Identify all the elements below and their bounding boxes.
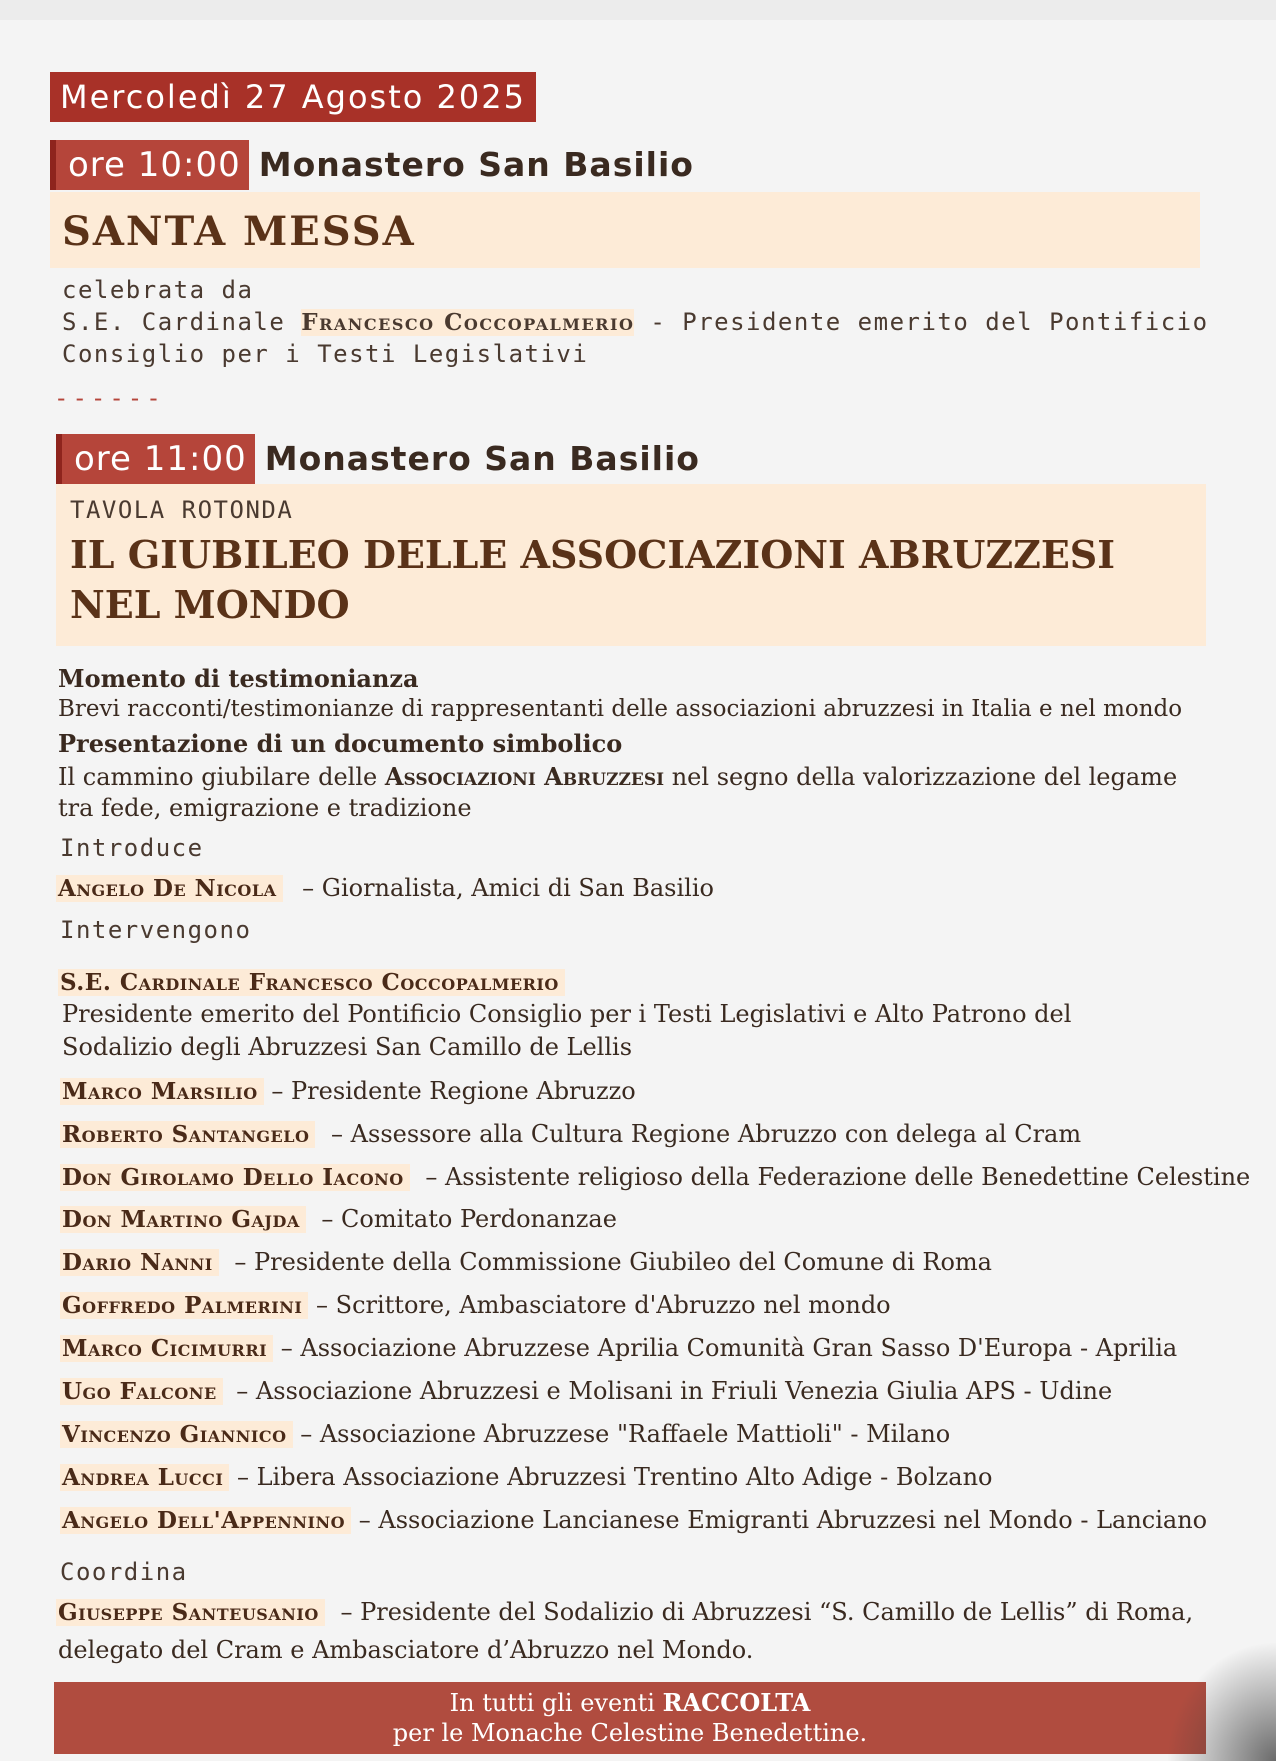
document-text-line1: Il cammino giubilare delle Associazioni Abruzzesi nel segno della valorizzazione del legame [58, 762, 1178, 791]
top-bar [0, 0, 1276, 20]
speaker-name: Don Martino Gajda [60, 1206, 306, 1233]
speaker-row [60, 1463, 992, 1491]
speaker-row [60, 1377, 1112, 1405]
intro-name: Angelo De Nicola [56, 875, 283, 902]
speaker-role: – Associazione Lancianese Emigranti Abruzzesi nel Mondo - Lanciano [351, 1506, 1208, 1534]
speaker-row [60, 1120, 1081, 1148]
speaker-role: – Associazione Abruzzese "Raffaele Mattioli" - Milano [292, 1420, 951, 1448]
event2-title-box [56, 484, 1206, 646]
testimony-text: Brevi racconti/testimonianze di rappresentanti delle associazioni abruzzesi in Italia e nel mondo [58, 696, 1183, 722]
speaker-name: Marco Cicimurri [60, 1335, 273, 1362]
speaker-row [60, 1506, 1207, 1534]
event2-title-line1: IL GIUBILEO DELLE ASSOCIAZIONI ABRUZZESI [70, 532, 1116, 577]
event2-venue: Monastero San Basilio [264, 439, 700, 478]
footer-line1: In tutti gli eventi RACCOLTA [449, 1688, 811, 1717]
event2-title-line2: NEL MONDO [70, 582, 350, 627]
speaker-name: Andrea Lucci [60, 1464, 229, 1491]
event1-line2: S.E. Cardinale Francesco Coccopalmerio - Presidente emerito del Pontificio [62, 308, 1209, 336]
intervengono-label: Intervengono [60, 916, 252, 944]
coordina-role-line2: delegato del Cram e Ambasciatore d’Abruzzo nel Mondo. [58, 1636, 754, 1664]
speaker-row [60, 1205, 617, 1233]
document-heading: Presentazione di un documento simbolico [58, 729, 623, 758]
separator: ------ [54, 384, 165, 412]
coordina-name: Giuseppe Santeusanio [56, 1599, 325, 1626]
speaker-name: Marco Marsilio [60, 1078, 264, 1105]
speaker-name: Vincenzo Giannico [60, 1421, 293, 1448]
document-text-line2: tra fede, emigrazione e tradizione [58, 794, 472, 822]
event1-line1: celebrata da [62, 276, 254, 304]
speaker-name: Dario Nanni [60, 1249, 219, 1276]
footer-raccolta: RACCOLTA [662, 1688, 811, 1717]
event1-line3: Consiglio per i Testi Legislativi [62, 340, 589, 368]
event1-time: ore 10:00 [50, 140, 249, 190]
coordina-row [56, 1598, 1193, 1626]
speaker-name: Angelo Dell'Appennino [60, 1507, 351, 1534]
associazioni-abruzzesi: Associazioni Abruzzesi [384, 762, 665, 791]
speaker-role: – Presidente Regione Abruzzo [263, 1077, 636, 1105]
speaker-name: Goffredo Palmerini [60, 1292, 308, 1319]
event2-subtitle: TAVOLA ROTONDA [70, 496, 294, 524]
speaker-row [60, 1163, 1250, 1191]
event2-time: ore 11:00 [56, 434, 255, 484]
event1-celebrant-name: Francesco Coccopalmerio [301, 309, 635, 336]
speaker-name: Don Girolamo Dello Iacono [60, 1164, 410, 1191]
speaker-role: – Associazione Abruzzesi e Molisani in Friuli Venezia Giulia APS - Udine [228, 1377, 1113, 1405]
intro-role: – Giornalista, Amici di San Basilio [294, 874, 714, 902]
coordina-role-line1: – Presidente del Sodalizio di Abruzzesi “S. Camillo de Lellis” di Roma, [332, 1598, 1194, 1626]
introduce-label: Introduce [60, 834, 204, 862]
speaker-name: Roberto Santangelo [60, 1121, 315, 1148]
testimony-heading: Momento di testimonianza [58, 664, 419, 693]
cardinal-role-line2: Sodalizio degli Abruzzesi San Camillo de Lellis [62, 1033, 633, 1061]
speaker-row [60, 1334, 1177, 1362]
cardinal-role-line1: Presidente emerito del Pontificio Consiglio per i Testi Legislativi e Alto Patrono del [62, 1000, 1072, 1028]
event1-venue: Monastero San Basilio [258, 145, 694, 184]
speaker-role: – Presidente della Commissione Giubileo del Comune di Roma [226, 1248, 992, 1276]
speaker-row [60, 1420, 950, 1448]
cardinal-name: S.E. Cardinale Francesco Coccopalmerio [58, 969, 565, 996]
event1-title-box [50, 192, 1200, 268]
speaker-row [60, 1291, 891, 1319]
footer-banner [54, 1682, 1206, 1754]
speaker-name: Ugo Falcone [60, 1378, 223, 1405]
intro-row [56, 874, 714, 902]
speaker-role: – Scrittore, Ambasciatore d'Abruzzo nel mondo [308, 1291, 891, 1319]
speaker-role: – Libera Associazione Abruzzesi Trentino Alto Adige - Bolzano [229, 1463, 993, 1491]
speaker-role: – Comitato Perdonanzae [313, 1205, 617, 1233]
date-badge: Mercoledì 27 Agosto 2025 [50, 72, 536, 122]
event2-header [56, 434, 700, 484]
speaker-row [60, 1248, 992, 1276]
event1-title: SANTA MESSA [62, 208, 416, 255]
speaker-role: – Associazione Abruzzese Aprilia Comunità Gran Sasso D'Europa - Aprilia [273, 1334, 1178, 1362]
speaker-row [60, 1077, 636, 1105]
cardinal-row [58, 968, 565, 996]
speaker-role: – Assistente religioso della Federazione delle Benedettine Celestine [417, 1163, 1251, 1191]
speaker-role: – Assessore alla Cultura Regione Abruzzo con delega al Cram [323, 1120, 1082, 1148]
coordina-label: Coordina [60, 1558, 188, 1586]
event1-header [50, 140, 694, 190]
corner-shadow [1166, 1641, 1276, 1761]
footer-line2: per le Monache Celestine Benedettine. [392, 1719, 868, 1747]
